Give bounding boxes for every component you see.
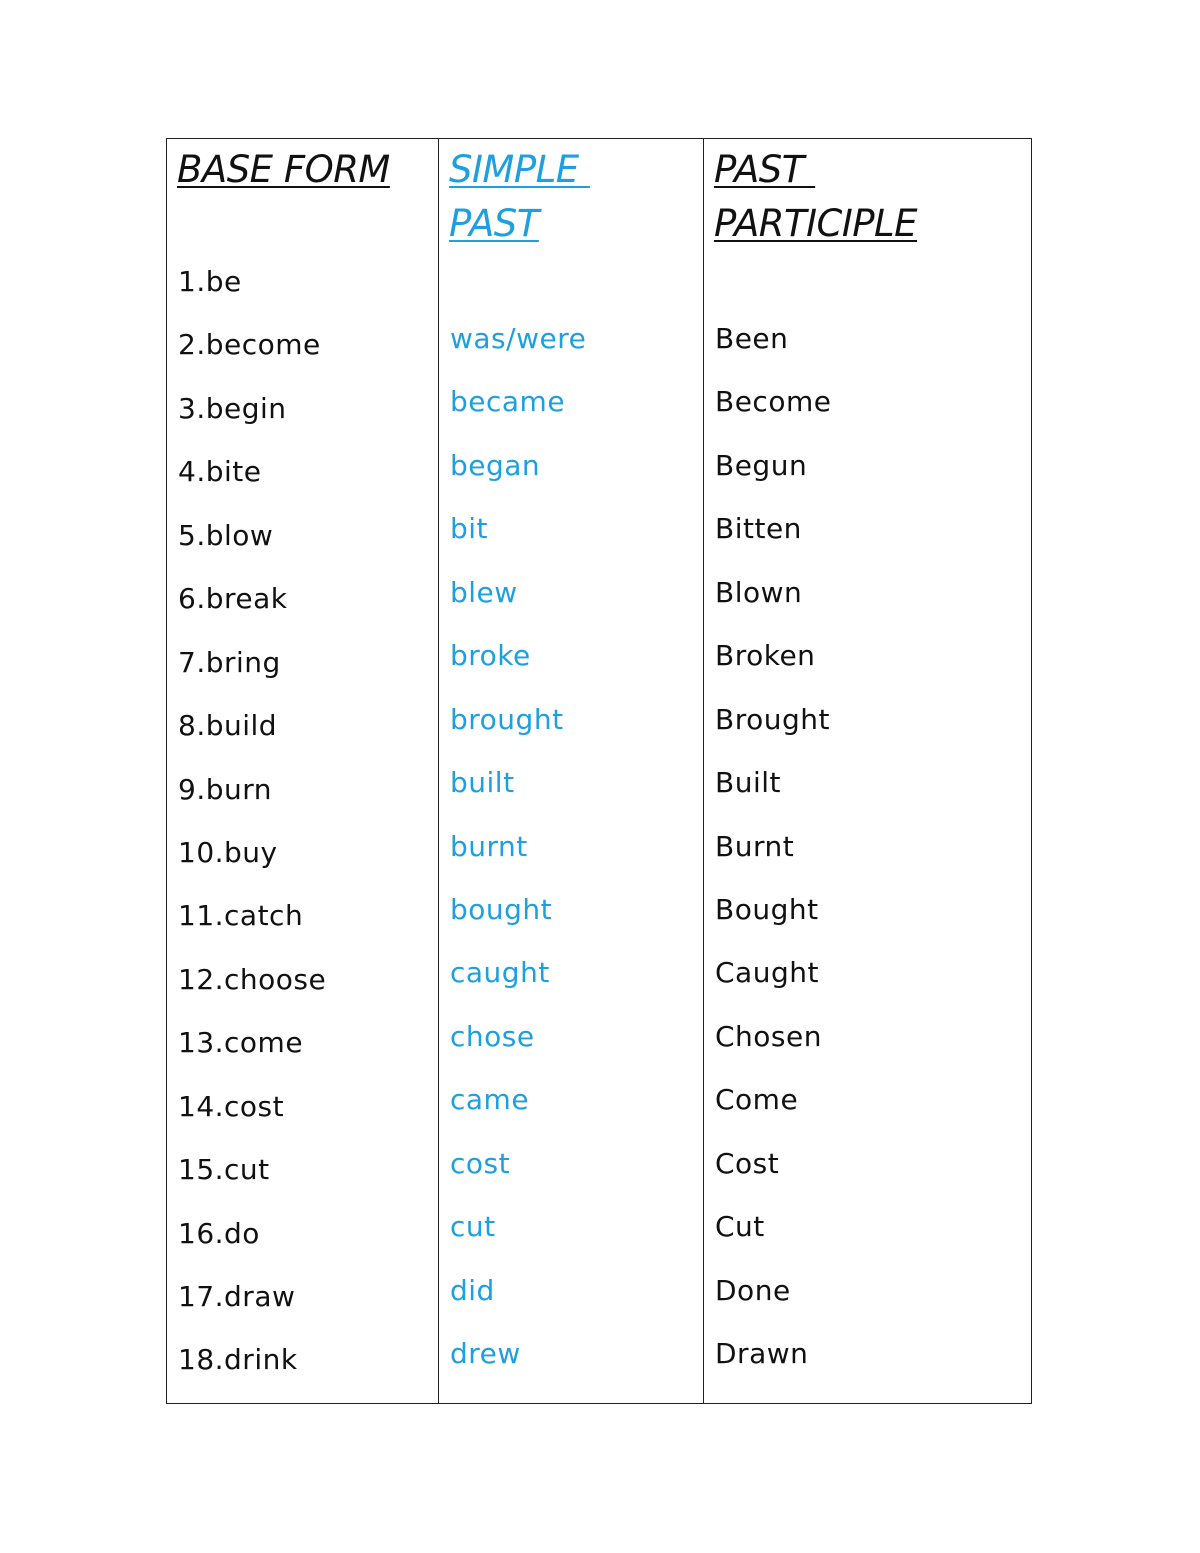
past-participle-column	[704, 139, 1031, 1403]
past-participle-list	[715, 322, 831, 1400]
past-participle-item: Bitten	[715, 512, 802, 546]
simple-past-item: chose	[450, 1019, 535, 1053]
simple-past-list	[450, 322, 586, 1400]
base-form-header-text: BASE FORM	[177, 148, 390, 191]
simple-past-item: burnt	[450, 829, 528, 863]
past-participle-header-line-1: PAST	[714, 148, 816, 191]
simple-past-header	[449, 143, 590, 251]
base-form-item: 9.burn	[178, 772, 272, 806]
past-participle-item: Cut	[715, 1210, 765, 1244]
base-form-column	[167, 139, 439, 1403]
base-form-item: 8.build	[178, 709, 278, 743]
base-form-item: 17.draw	[178, 1280, 296, 1313]
simple-past-item: bought	[450, 892, 553, 926]
base-form-item: 11.catch	[178, 899, 304, 933]
simple-past-item: caught	[450, 956, 550, 990]
base-form-item: 13.come	[178, 1026, 304, 1060]
base-form-item: 3.begin	[178, 391, 287, 425]
base-form-item: 10.buy	[178, 835, 278, 869]
base-form-item: 7.bring	[178, 645, 281, 679]
base-form-list	[178, 265, 326, 1407]
past-participle-item: Burnt	[715, 829, 795, 863]
past-participle-item: Chosen	[715, 1019, 822, 1053]
simple-past-item: brought	[450, 702, 564, 736]
simple-past-item: built	[450, 766, 515, 800]
past-participle-item: Broken	[715, 639, 816, 673]
base-form-item: 6.break	[178, 582, 288, 616]
simple-past-item: began	[450, 448, 541, 482]
past-participle-header	[714, 143, 917, 251]
simple-past-header-line-2: PAST	[449, 202, 539, 245]
simple-past-item: broke	[450, 639, 531, 673]
past-participle-item: Drawn	[715, 1337, 809, 1370]
past-participle-item: Come	[715, 1083, 799, 1117]
simple-past-item: was/were	[450, 322, 587, 355]
simple-past-item: drew	[450, 1337, 521, 1370]
past-participle-item: Begun	[715, 448, 808, 482]
past-participle-item: Become	[715, 385, 832, 419]
simple-past-item: cost	[450, 1146, 511, 1180]
base-form-item: 1.be	[178, 265, 242, 298]
past-participle-item: Bought	[715, 892, 819, 926]
simple-past-item: came	[450, 1083, 530, 1117]
base-form-item: 12.choose	[178, 962, 327, 996]
base-form-item: 15.cut	[178, 1153, 270, 1187]
past-participle-header-line-2: PARTICIPLE	[714, 202, 918, 245]
simple-past-column	[439, 139, 704, 1403]
past-participle-item: Brought	[715, 702, 830, 736]
base-form-item: 5.blow	[178, 518, 274, 552]
base-form-item: 14.cost	[178, 1089, 285, 1123]
simple-past-item: became	[450, 385, 566, 419]
past-participle-item: Been	[715, 322, 789, 355]
simple-past-item: blew	[450, 575, 518, 609]
verb-table	[166, 138, 1032, 1404]
past-participle-item: Caught	[715, 956, 819, 990]
base-form-header	[177, 143, 390, 197]
past-participle-item: Built	[715, 766, 781, 800]
simple-past-item: cut	[450, 1210, 496, 1244]
past-participle-item: Blown	[715, 575, 803, 609]
simple-past-item: did	[450, 1273, 495, 1307]
base-form-item: 18.drink	[178, 1343, 298, 1377]
simple-past-header-line-1: SIMPLE	[449, 148, 590, 191]
base-form-item: 16.do	[178, 1216, 260, 1250]
base-form-item: 2.become	[178, 328, 321, 362]
past-participle-item: Cost	[715, 1146, 780, 1180]
simple-past-item: bit	[450, 512, 489, 546]
base-form-item: 4.bite	[178, 455, 262, 489]
past-participle-item: Done	[715, 1273, 791, 1307]
